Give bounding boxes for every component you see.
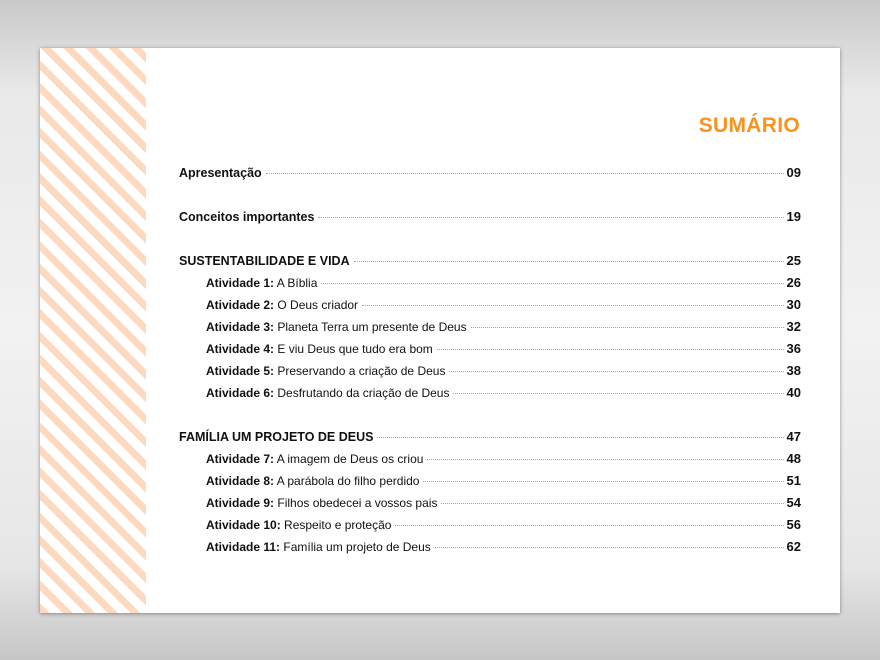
dot-leader: [423, 481, 783, 482]
decorative-stripes: [40, 48, 146, 613]
toc-page-number: 51: [786, 473, 801, 488]
activity-prefix: Atividade 7:: [206, 452, 275, 466]
document-page: [40, 48, 840, 613]
toc-page-number: 30: [786, 297, 801, 312]
activity-prefix: Atividade 1:: [206, 276, 275, 290]
toc-entry-label: [206, 364, 445, 378]
toc-entry-label: [206, 496, 437, 510]
toc-entry-atividade-10[interactable]: [206, 517, 801, 535]
toc-page-number: 47: [786, 429, 801, 444]
toc-page-number: 26: [786, 275, 801, 290]
toc-entry-label: Apresentação: [179, 166, 262, 180]
activity-prefix: Atividade 8:: [206, 474, 275, 488]
toc-entry-label: [206, 518, 391, 532]
toc-page-number: 32: [786, 319, 801, 334]
dot-leader: [362, 305, 783, 306]
activity-title: Preservando a criação de Deus: [277, 364, 446, 378]
dot-leader: [354, 261, 784, 262]
activity-title: Família um projeto de Deus: [283, 540, 431, 554]
dot-leader: [266, 173, 784, 174]
toc-entry-label: [206, 298, 358, 312]
toc-page-number: 25: [786, 253, 801, 268]
toc-page-number: 19: [786, 209, 801, 224]
toc-entry-atividade-1[interactable]: [206, 275, 801, 293]
dot-leader: [453, 393, 783, 394]
toc-entry-label: Conceitos importantes: [179, 210, 315, 224]
dot-leader: [377, 437, 783, 438]
dot-leader: [441, 503, 783, 504]
toc-page-number: 38: [786, 363, 801, 378]
toc-page-number: 48: [786, 451, 801, 466]
toc-page-number: 36: [786, 341, 801, 356]
toc-entry-label: [206, 452, 423, 466]
toc-entry-label: [206, 540, 431, 554]
activity-prefix: Atividade 4:: [206, 342, 275, 356]
page-title: SUMÁRIO: [698, 114, 800, 137]
toc-entry-atividade-11[interactable]: [206, 539, 801, 557]
dot-leader: [437, 349, 784, 350]
activity-prefix: Atividade 11:: [206, 540, 281, 554]
toc-entry-label: [206, 386, 449, 400]
toc-entry-conceitos[interactable]: [179, 209, 801, 227]
toc-page-number: 62: [786, 539, 801, 554]
toc-entry-sustentabilidade[interactable]: [179, 253, 801, 271]
dot-leader: [318, 217, 783, 218]
activity-title: E viu Deus que tudo era bom: [277, 342, 433, 356]
toc-entry-atividade-7[interactable]: [206, 451, 801, 469]
toc-page-number: 56: [786, 517, 801, 532]
toc-page-number: 40: [786, 385, 801, 400]
toc-entry-atividade-8[interactable]: [206, 473, 801, 491]
toc-entry-atividade-5[interactable]: [206, 363, 801, 381]
toc-entry-label: [206, 320, 467, 334]
toc-entry-label: [206, 474, 419, 488]
dot-leader: [427, 459, 783, 460]
toc-page-number: 54: [786, 495, 801, 510]
dot-leader: [471, 327, 784, 328]
activity-prefix: Atividade 6:: [206, 386, 275, 400]
dot-leader: [395, 525, 783, 526]
activity-title: Respeito e proteção: [284, 518, 392, 532]
dot-leader: [449, 371, 783, 372]
toc-entry-atividade-6[interactable]: [206, 385, 801, 403]
toc-page-number: 09: [786, 165, 801, 180]
toc-entry-atividade-9[interactable]: [206, 495, 801, 513]
toc-entry-atividade-3[interactable]: [206, 319, 801, 337]
activity-prefix: Atividade 9:: [206, 496, 275, 510]
toc-entry-apresentacao[interactable]: [179, 165, 801, 183]
activity-title: A Bíblia: [276, 276, 318, 290]
dot-leader: [321, 283, 783, 284]
activity-title: A imagem de Deus os criou: [276, 452, 424, 466]
activity-prefix: Atividade 3:: [206, 320, 275, 334]
activity-prefix: Atividade 10:: [206, 518, 281, 532]
activity-prefix: Atividade 2:: [206, 298, 275, 312]
toc-entry-label: [206, 342, 433, 356]
toc-entry-atividade-4[interactable]: [206, 341, 801, 359]
toc-entry-label: [206, 276, 317, 290]
toc-entry-label: SUSTENTABILIDADE E VIDA: [179, 254, 350, 268]
toc-entry-label: FAMÍLIA UM PROJETO DE DEUS: [179, 430, 374, 444]
activity-title: A parábola do filho perdido: [276, 474, 420, 488]
activity-title: O Deus criador: [277, 298, 359, 312]
toc-entry-atividade-2[interactable]: [206, 297, 801, 315]
activity-prefix: Atividade 5:: [206, 364, 275, 378]
activity-title: Desfrutando da criação de Deus: [277, 386, 450, 400]
activity-title: Filhos obedecei a vossos pais: [277, 496, 438, 510]
toc-entry-familia[interactable]: [179, 429, 801, 447]
activity-title: Planeta Terra um presente de Deus: [277, 320, 467, 334]
dot-leader: [435, 547, 784, 548]
